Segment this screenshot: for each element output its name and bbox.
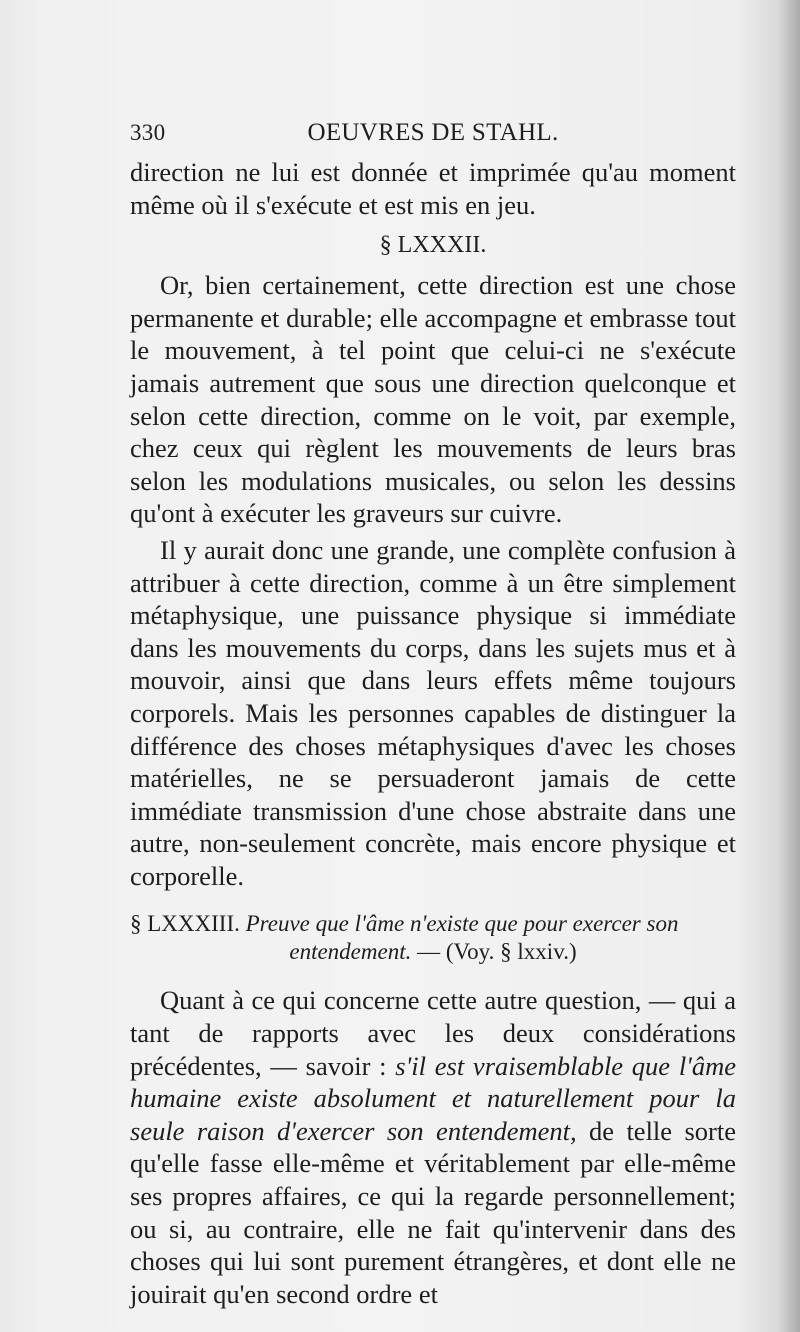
spine-shadow [778, 0, 800, 1332]
question-italic: s'il est vraisemblable que l'âme humaine existe absolument et naturellement pour la seule raison d'exercer son entendement, [130, 1050, 736, 1146]
question-text-1: Quant à ce qui concerne cette autre question, — qui a tant de rapports avec les deux considérations précédentes, — savoir : [130, 985, 736, 1081]
paragraph-direction: Or, bien certainement, cette direction est une chose permanente et durable; elle accompagne et embrasse tout le mouvement, à tel point que celui-ci ne s'exécute jamais autrement que sous une direction quelconque et selon cette direction, comme on le voit, par exemple, chez ceux qui règlent les mouvements de leurs bras selon les modulations musicales, ou selon les dessins qu'ont à exécuter les graveurs sur cuivre. [130, 270, 736, 529]
body-text [130, 156, 736, 1310]
page-header [130, 116, 736, 150]
paragraph-question [130, 984, 736, 1310]
section-number-83: § LXXXIII. [130, 911, 240, 937]
paragraph-confusion: Il y aurait donc une grande, une complète confusion à attribuer à cette direction, comme à un être simplement métaphysique, une puissance physique si immédiate dans les mouvements du corps, dans les sujets mus et à mouvoir, ainsi que dans leurs effets même toujours corporels. Mais les personnes capables de distinguer la différence des choses métaphysiques d'avec les choses matérielles, ne se persuaderont jamais de cette immédiate transmission d'une chose abstraite dans une autre, non-seulement concrète, mais encore physique et corporelle. [130, 534, 736, 891]
page-number: 330 [130, 120, 166, 145]
section-heading-82: § LXXXII. [379, 232, 487, 259]
section-title-line2: entendement. [289, 939, 412, 965]
section-reference: — (Voy. § lxxiv.) [417, 939, 577, 965]
paragraph-continuation: direction ne lui est donnée et imprimée qu'au moment même où il s'exécute et est mis en jeu. [130, 157, 736, 220]
section-heading-83 [130, 910, 736, 966]
question-text-2: de telle sorte qu'elle fasse elle-même et véritablement par elle-même ses propres affaires, ce qui la regarde personnellement; ou si, au contraire, elle ne fait qu'intervenir dans des choses qui lui sont purement étrangères, et dont elle ne jouirait qu'en second ordre et [130, 1115, 736, 1309]
section-title-line1: Preuve que l'âme n'existe que pour exercer son [245, 911, 679, 937]
running-head: OEUVRES DE STAHL. [307, 119, 559, 146]
